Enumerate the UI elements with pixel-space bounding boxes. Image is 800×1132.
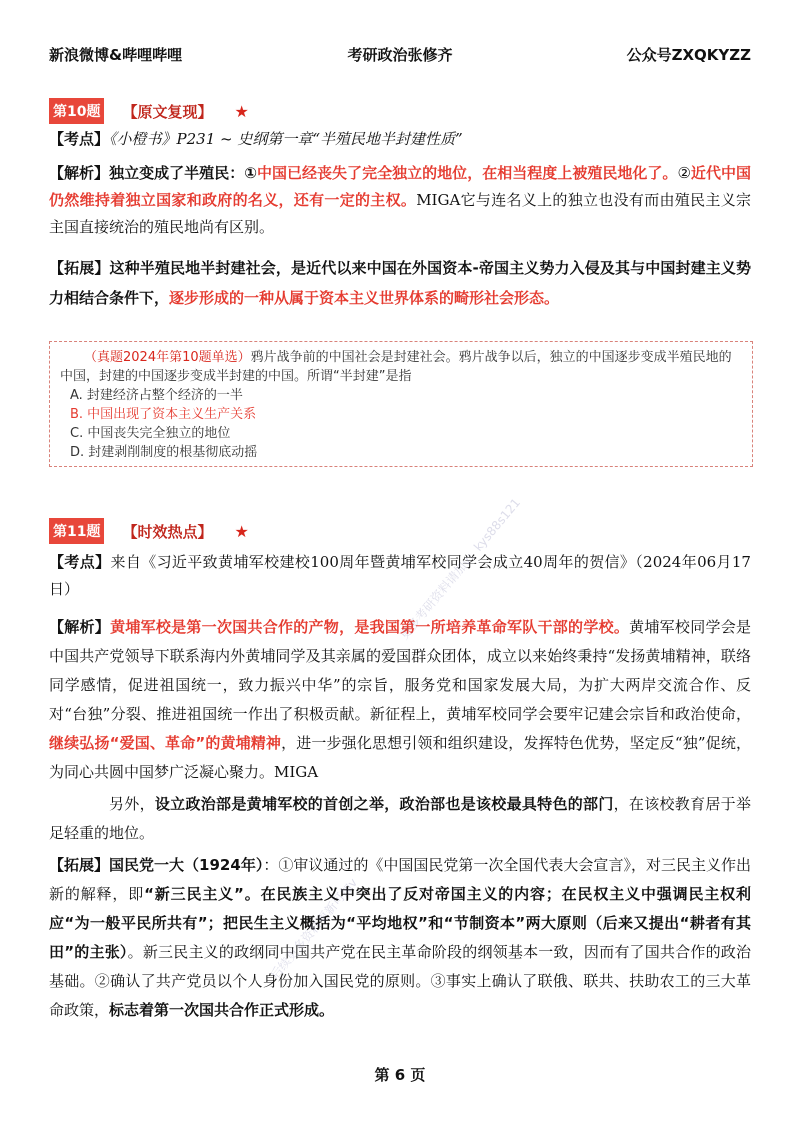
question-number: 第11题 xyxy=(49,518,104,544)
exam-source: （真题2024年第10题单选） xyxy=(84,350,251,365)
tuozhan-highlight: 逐步形成的一种从属于资本主义世界体系的畸形社会形态。 xyxy=(169,289,560,307)
question-tag: 【原文复现】 xyxy=(122,102,213,121)
question-tag: 【时效热点】 xyxy=(122,522,213,541)
q11-jiexi xyxy=(49,613,751,787)
tuozhan-text: ：①审议通过的《中国国民党第一次全国代表大会宣言》，对三民主义作出新的解释，即 xyxy=(49,856,751,903)
jiexi-text: ，进一步强化思想引领和组织建设，发挥特色优势，坚定反“独”促统，为同心共圆中国梦广泛凝心聚力。MIGA xyxy=(49,734,752,781)
kaodian-text: 来自《习近平致黄埔军校建校100周年暨黄埔军校同学会成立40周年的贺信》（2024年06月17日） xyxy=(49,553,751,598)
q10-jiexi xyxy=(49,160,751,241)
page-number: 第 6 页 xyxy=(374,1066,426,1084)
page-header xyxy=(49,44,751,72)
jiexi-label: 【解析】 xyxy=(49,618,111,636)
jiexi-label: 【解析】 xyxy=(49,164,110,182)
kaodian-text: 《小橙书》P231 ~ 史纲第一章“半殖民地半封建性质” xyxy=(109,130,463,148)
header-author: 考研政治张修齐 xyxy=(347,46,453,64)
tuozhan-label: 【拓展】 xyxy=(49,259,110,277)
tuozhan-text: 这种半殖民地半封建社会，是近代以来中国在外国资本-帝国主义势力入侵及其与中国封建主义势力相结合条件下， xyxy=(49,259,751,307)
exam-option-b: B. 中国出现了资本主义生产关系 xyxy=(70,407,257,422)
exam-question-box xyxy=(49,341,753,467)
tuozhan-bold: “新三民主义”。在民族主义中突出了反对帝国主义的内容；在民权主义中强调民主权利应“为一般平民所共有”；把民生主义概括为“平均地权”和“节制资本”两大原则（后来又提出“耕者有其田”的主张） xyxy=(49,885,751,961)
jiexi-highlight: 近代中国仍然维持着独立国家和政府的名义，还有一定的主权。 xyxy=(49,164,751,209)
jiexi-highlight: 继续弘扬“爱国、革命”的黄埔精神 xyxy=(49,734,282,752)
watermark-text: 后续更多资料更新可加v xyxy=(267,875,361,983)
question-11-header xyxy=(49,518,751,544)
exam-option-a: A. 封建经济占整个经济的一半 xyxy=(70,388,243,403)
lingwai-text: ，在该校教育居于举足轻重的地位。 xyxy=(49,795,751,842)
jiexi-text: ② xyxy=(677,164,691,182)
q11-lingwai xyxy=(49,790,751,848)
lingwai-bold: 设立政治部是黄埔军校的首创之举，政治部也是该校最具特色的部门 xyxy=(154,795,614,813)
exam-option-d: D. 封建剥削制度的根基彻底动摇 xyxy=(70,445,258,460)
jiexi-text: 黄埔军校同学会是中国共产党领导下联系海内外黄埔同学及其亲属的爱国群众团体，成立以来始终秉持“发扬黄埔精神，联络同学感情，促进祖国统一，致力振兴中华”的宗旨，服务党和国家发展大局，为扩大两岸交流合作、反对“台独”分裂、推进祖国统一作出了积极贡献。新征程上，黄埔军校同学会要牢记建会宗旨和政治使命， xyxy=(49,618,751,723)
q10-tuozhan xyxy=(49,253,751,313)
jiexi-highlight: 黄埔军校是第一次国共合作的产物，是我国第一所培养革命军队干部的学校。 xyxy=(110,618,630,636)
tuozhan-bold: 国民党一大（1924年） xyxy=(109,856,264,874)
star-icon: ★ xyxy=(234,101,249,121)
jiexi-highlight: 中国已经丧失了完全独立的地位，在相当程度上被殖民地化了。 xyxy=(256,164,678,182)
q10-kaodian xyxy=(49,126,751,153)
lingwai-text: 另外， xyxy=(109,795,155,813)
q11-kaodian xyxy=(49,549,751,603)
header-weibo-bilibili: 新浪微博&哔哩哔哩 xyxy=(49,46,183,64)
tuozhan-label: 【拓展】 xyxy=(49,856,110,874)
watermark-text: 更多考研资料请加v：kys88s121 xyxy=(397,495,524,643)
question-number: 第10题 xyxy=(49,98,104,124)
tuozhan-text: 。新三民主义的政纲同中国共产党在民主革命阶段的纲领基本一致，因而有了国共合作的政治基础。②确认了共产党员以个人身份加入国民党的原则。③事实上确认了联俄、联共、扶助农工的三大革命政策， xyxy=(49,943,751,1019)
jiexi-text: 独立变成了半殖民：① xyxy=(109,164,257,182)
tuozhan-bold: 标志着第一次国共合作正式形成。 xyxy=(109,1001,335,1019)
kaodian-label: 【考点】 xyxy=(49,553,111,571)
exam-stem: 鸦片战争前的中国社会是封建社会。鸦片战争以后，独立的中国逐步变成半殖民地的中国，封建的中国逐步变成半封建的中国。所谓“半封建”是指 xyxy=(60,350,732,384)
exam-option-c: C. 中国丧失完全独立的地位 xyxy=(70,426,231,441)
header-wechat-account: 公众号ZXQKYZZ xyxy=(626,46,751,64)
kaodian-label: 【考点】 xyxy=(49,130,110,148)
question-10-header xyxy=(49,98,751,124)
jiexi-text: MIGA它与连名义上的独立也没有而由殖民主义宗主国直接统治的殖民地尚有区别。 xyxy=(49,191,751,236)
star-icon: ★ xyxy=(234,521,249,541)
q11-tuozhan xyxy=(49,851,751,1025)
